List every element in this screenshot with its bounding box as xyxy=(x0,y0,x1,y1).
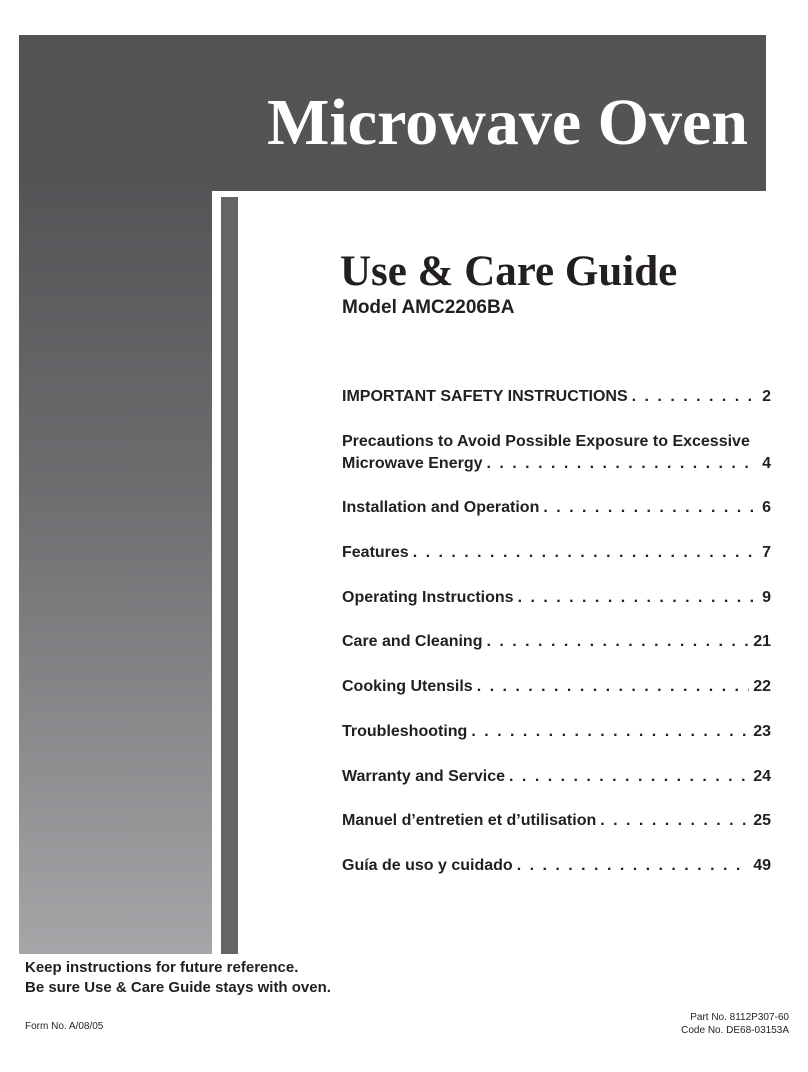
part-code-block xyxy=(681,1011,789,1037)
toc-item[interactable] xyxy=(342,497,771,519)
toc-item-title: Operating Instructions xyxy=(342,588,514,606)
toc-item-title: Microwave Energy xyxy=(342,454,483,472)
toc-item[interactable] xyxy=(342,587,771,609)
toc-item-page: 21 xyxy=(753,633,771,651)
toc-leader xyxy=(413,542,758,564)
code-number: Code No. DE68-03153A xyxy=(681,1025,789,1036)
toc-item[interactable] xyxy=(342,631,771,653)
toc-leader xyxy=(600,810,749,832)
toc-item[interactable] xyxy=(342,721,771,743)
model-number: Model AMC2206BA xyxy=(342,297,515,318)
toc-item[interactable] xyxy=(342,766,771,788)
toc-leader xyxy=(518,587,759,609)
toc-item[interactable] xyxy=(342,386,771,408)
keep-note-line: Keep instructions for future reference. xyxy=(25,959,299,976)
toc-item-title: Manuel d’entretien et d’utilisation xyxy=(342,812,597,830)
toc-item[interactable] xyxy=(342,810,771,832)
toc-item-page: 6 xyxy=(762,499,771,517)
toc-leader xyxy=(477,676,750,698)
cover-vertical-stripe xyxy=(221,197,238,954)
toc-leader xyxy=(471,721,749,743)
toc-item-title-line1: Precautions to Avoid Possible Exposure to Excessive xyxy=(342,432,750,450)
toc-item[interactable] xyxy=(342,855,771,877)
toc-leader xyxy=(543,497,758,519)
toc-item[interactable] xyxy=(342,431,771,475)
toc-item-title: Features xyxy=(342,544,409,562)
cover-left-band xyxy=(19,190,212,954)
toc-leader xyxy=(632,386,758,408)
table-of-contents xyxy=(342,386,771,900)
toc-item-title: Guía de uso y cuidado xyxy=(342,856,513,874)
keep-note-line: Be sure Use & Care Guide stays with oven. xyxy=(25,979,331,996)
toc-leader xyxy=(487,453,759,475)
toc-leader xyxy=(517,855,750,877)
toc-item-page: 22 xyxy=(753,678,771,696)
toc-item-page: 23 xyxy=(753,722,771,740)
toc-item[interactable] xyxy=(342,542,771,564)
toc-item-page: 49 xyxy=(753,856,771,874)
toc-item-title: Warranty and Service xyxy=(342,767,506,785)
toc-item-page: 9 xyxy=(762,588,771,606)
toc-item-page: 4 xyxy=(762,454,771,472)
toc-item-title: Care and Cleaning xyxy=(342,633,483,651)
keep-instructions-note xyxy=(25,958,331,998)
toc-item-title: Installation and Operation xyxy=(342,499,540,517)
toc-leader xyxy=(509,766,749,788)
page-title: Microwave Oven xyxy=(267,86,748,159)
toc-leader xyxy=(486,631,749,653)
toc-item-title: IMPORTANT SAFETY INSTRUCTIONS xyxy=(342,388,628,405)
toc-item-page: 24 xyxy=(753,767,771,785)
toc-item-page: 25 xyxy=(753,812,771,830)
toc-item[interactable] xyxy=(342,676,771,698)
toc-item-page: 7 xyxy=(762,544,771,562)
guide-title: Use & Care Guide xyxy=(340,248,678,295)
toc-item-title: Troubleshooting xyxy=(342,722,468,740)
toc-item-page: 2 xyxy=(762,388,771,405)
toc-item-title: Cooking Utensils xyxy=(342,678,473,696)
form-number: Form No. A/08/05 xyxy=(25,1021,104,1032)
part-number: Part No. 8112P307-60 xyxy=(690,1012,789,1023)
